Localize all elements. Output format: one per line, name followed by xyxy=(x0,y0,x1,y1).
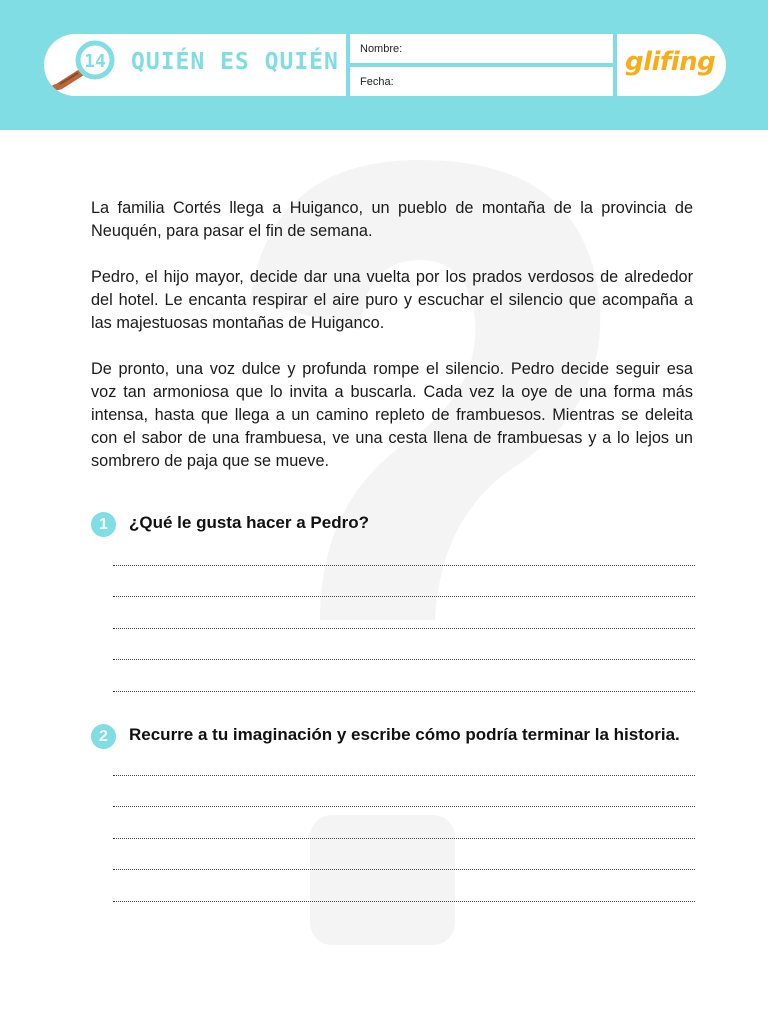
date-field[interactable] xyxy=(350,67,613,96)
question-2 xyxy=(91,724,711,750)
answer-line[interactable] xyxy=(113,659,695,660)
name-label: Nombre: xyxy=(360,43,403,55)
story-paragraph: Pedro, el hijo mayor, decide dar una vuelta por los prados verdosos de alrededor del hotel. Le encanta respirar el aire puro y escuchar el silencio que acompaña a las majestuosas montañas de Huiganco. xyxy=(91,268,693,332)
glifing-logo xyxy=(625,47,715,77)
story-text xyxy=(91,197,693,496)
title-area xyxy=(44,34,346,96)
answer-line[interactable] xyxy=(113,869,695,870)
date-label: Fecha: xyxy=(360,76,394,88)
answer-line[interactable] xyxy=(113,775,695,776)
worksheet-title: QUIÉN ES QUIÉN xyxy=(131,49,339,75)
answer-line[interactable] xyxy=(113,838,695,839)
question-text: ¿Qué le gusta hacer a Pedro? xyxy=(129,513,369,532)
answer-line[interactable] xyxy=(113,565,695,566)
question-number-badge: 1 xyxy=(91,512,116,537)
magnifying-glass-icon xyxy=(48,40,124,92)
question-1 xyxy=(91,512,711,538)
answer-line[interactable] xyxy=(113,596,695,597)
question-text: Recurre a tu imaginación y escribe cómo podría terminar la historia. xyxy=(129,725,680,744)
answer-line[interactable] xyxy=(113,628,695,629)
name-field[interactable] xyxy=(350,34,613,67)
story-paragraph: La familia Cortés llega a Huiganco, un pueblo de montaña de la provincia de Neuquén, para pasar el fin de semana. xyxy=(91,199,693,240)
story-paragraph: De pronto, una voz dulce y profunda rompe el silencio. Pedro decide seguir esa voz tan armoniosa que lo invita a buscarla. Cada vez la oye de una forma más intensa, hasta que llega a un camino repleto de frambuesos. Mientras se deleita con el sabor de una frambuesa, ve una cesta llena de frambuesas y a lo lejos un sombrero de paja que se mueve. xyxy=(91,360,693,470)
logo-text: glifing xyxy=(625,47,716,77)
answer-line[interactable] xyxy=(113,901,695,902)
badge-number: 14 xyxy=(84,51,106,72)
student-fields xyxy=(346,34,617,96)
answer-line[interactable] xyxy=(113,806,695,807)
answer-line[interactable] xyxy=(113,691,695,692)
question-number-badge: 2 xyxy=(91,724,116,749)
worksheet-header xyxy=(44,34,726,96)
